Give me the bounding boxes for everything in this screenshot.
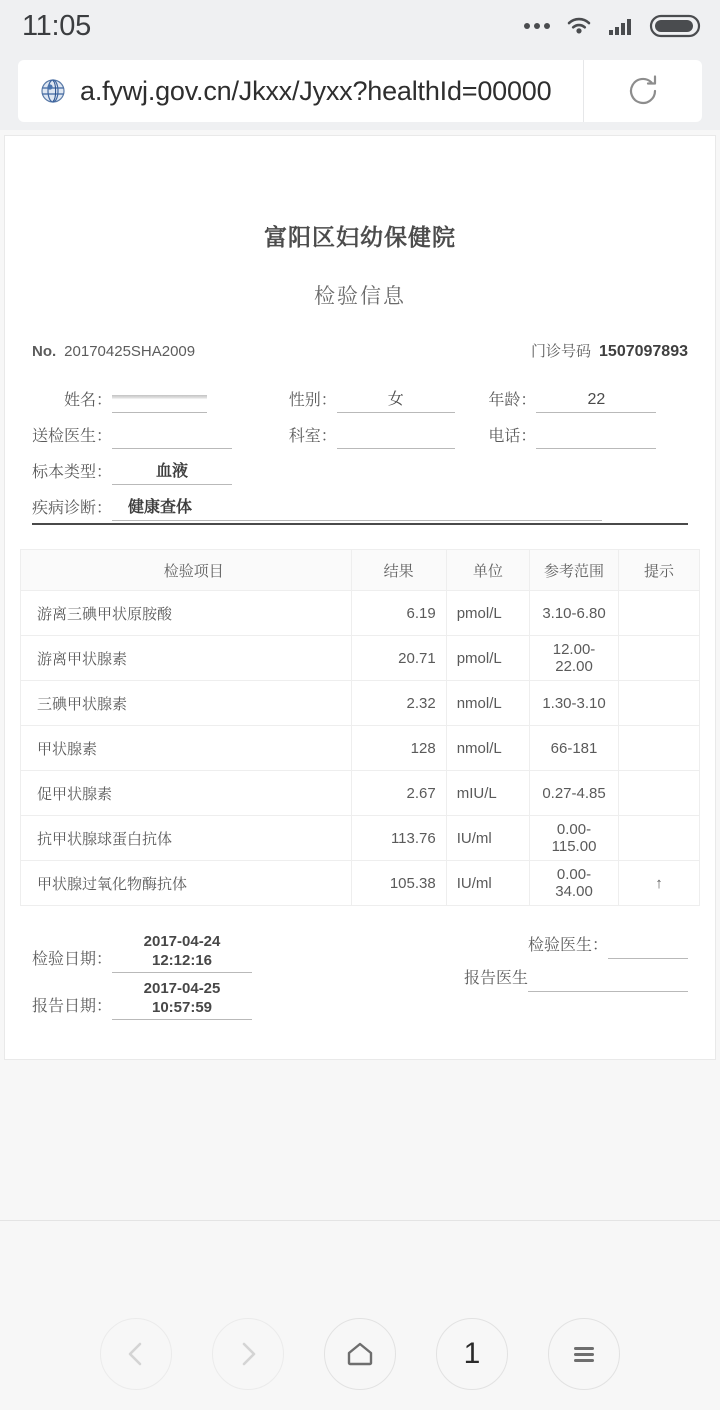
field-specimen [32, 458, 302, 485]
cell-range: 0.27-4.85 [529, 771, 618, 816]
report-footer [32, 932, 688, 1026]
th-result: 结果 [351, 550, 446, 591]
nav-divider [0, 1220, 720, 1298]
th-item: 检验项目 [21, 550, 352, 591]
field-age [488, 387, 688, 413]
cell-item: 促甲状腺素 [21, 771, 352, 816]
cell-unit: pmol/L [446, 591, 529, 636]
status-clock: 11:05 [22, 9, 91, 42]
cell-result: 2.32 [351, 681, 446, 726]
field-row-4 [32, 485, 688, 521]
report-doctor-label: 报告医生 [463, 970, 528, 987]
browser-toolbar [0, 52, 720, 130]
tabs-button[interactable] [436, 1318, 508, 1390]
sex-value: 女 [337, 386, 455, 413]
cell-item: 三碘甲状腺素 [21, 681, 352, 726]
cell-unit: mIU/L [446, 771, 529, 816]
table-header-row [21, 550, 700, 591]
outpatient-no [531, 340, 688, 361]
cell-item: 甲状腺过氧化物酶抗体 [21, 861, 352, 906]
cell-flag [619, 591, 700, 636]
report-no-label: No. [32, 343, 57, 360]
test-date-row [32, 932, 412, 973]
test-date-value: 2017-04-24 12:12:16 [112, 932, 252, 973]
report-date-value: 2017-04-25 10:57:59 [112, 979, 252, 1020]
cell-range: 12.00-22.00 [529, 636, 618, 681]
identifier-row [32, 340, 688, 361]
cell-unit: nmol/L [446, 681, 529, 726]
footer-signatures [438, 932, 688, 1026]
cell-range: 3.10-6.80 [529, 591, 618, 636]
diagnosis-value: 健康查体 [112, 494, 602, 521]
field-row-3 [32, 449, 688, 485]
url-text: a.fywj.gov.cn/Jkxx/Jyxx?healthId=00000 [80, 75, 552, 106]
tabs-count: 1 [463, 1337, 481, 1370]
status-bar [0, 0, 720, 52]
th-unit: 单位 [446, 550, 529, 591]
browser-navbar [0, 1298, 720, 1410]
outpatient-label: 门诊号码 [531, 343, 592, 360]
table-row [21, 726, 700, 771]
more-dots-icon [524, 23, 550, 29]
status-icon-group [524, 13, 702, 39]
report-date-label: 报告日期： [32, 998, 113, 1015]
field-sex [289, 386, 489, 413]
menu-button[interactable] [548, 1318, 620, 1390]
cell-range: 1.30-3.10 [529, 681, 618, 726]
table-row [21, 816, 700, 861]
sex-label: 性别： [288, 392, 337, 409]
cell-flag [619, 816, 700, 861]
th-range: 参考范围 [529, 550, 618, 591]
cell-item: 甲状腺素 [21, 726, 352, 771]
field-send-doctor [32, 423, 289, 449]
cell-item: 抗甲状腺球蛋白抗体 [21, 816, 352, 861]
cell-unit: IU/ml [446, 861, 529, 906]
name-value [112, 391, 207, 413]
report-doctor-value [528, 966, 688, 992]
report-card [4, 135, 716, 1060]
wifi-icon [564, 14, 594, 38]
footer-dates [32, 932, 412, 1026]
reload-button[interactable] [584, 60, 702, 122]
reload-icon [622, 70, 664, 112]
cell-range: 0.00-115.00 [529, 816, 618, 861]
send-doctor-value [112, 427, 232, 449]
table-row [21, 636, 700, 681]
back-button[interactable] [100, 1318, 172, 1390]
cell-item: 游离甲状腺素 [21, 636, 352, 681]
field-dept [289, 423, 489, 449]
cell-flag [619, 636, 700, 681]
cell-result: 2.67 [351, 771, 446, 816]
home-icon [344, 1338, 376, 1370]
forward-button[interactable] [212, 1318, 284, 1390]
dept-value [337, 427, 455, 449]
cell-item: 游离三碘甲状原胺酸 [21, 591, 352, 636]
age-value: 22 [536, 391, 656, 413]
field-row-1 [32, 377, 688, 413]
dept-label: 科室： [288, 428, 337, 445]
home-button[interactable] [324, 1318, 396, 1390]
url-input[interactable] [18, 60, 584, 122]
patient-fields [32, 377, 688, 521]
phone-value [536, 427, 656, 449]
field-row-2 [32, 413, 688, 449]
diagnosis-label: 疾病诊断： [32, 500, 113, 517]
test-doctor-row [438, 932, 688, 959]
report-subtitle: 检验信息 [314, 285, 406, 308]
battery-icon [650, 13, 702, 39]
hospital-name: 富阳区妇幼保健院 [264, 224, 456, 250]
table-row [21, 861, 700, 906]
url-bar[interactable] [18, 60, 702, 122]
cell-result: 105.38 [351, 861, 446, 906]
cell-result: 20.71 [351, 636, 446, 681]
phone-label: 电话： [488, 428, 537, 445]
report-date-row [32, 979, 412, 1020]
forward-icon [233, 1339, 263, 1369]
cell-flag [619, 681, 700, 726]
menu-icon [568, 1338, 600, 1370]
cell-result: 113.76 [351, 816, 446, 861]
back-icon [121, 1339, 151, 1369]
cell-flag: ↑ [619, 861, 700, 906]
field-name [32, 387, 289, 413]
outpatient-value: 1507097893 [599, 343, 688, 360]
cell-range: 66-181 [529, 726, 618, 771]
cell-unit: nmol/L [446, 726, 529, 771]
test-date-label: 检验日期： [32, 951, 113, 968]
cell-unit: IU/ml [446, 816, 529, 861]
report-no-value: 20170425SHA2009 [64, 343, 196, 360]
age-label: 年龄： [488, 392, 537, 409]
report-doctor-row [438, 965, 688, 992]
cell-flag [619, 771, 700, 816]
field-phone [488, 423, 688, 449]
results-table [20, 549, 700, 906]
cell-range: 0.00-34.00 [529, 861, 618, 906]
field-diagnosis [32, 494, 602, 521]
table-row [21, 591, 700, 636]
specimen-value: 血液 [112, 458, 232, 485]
specimen-label: 标本类型： [32, 464, 113, 481]
globe-site-icon [40, 78, 66, 104]
report-no [32, 343, 195, 360]
cell-unit: pmol/L [446, 636, 529, 681]
send-doctor-label: 送检医生： [32, 428, 113, 445]
name-label: 姓名： [64, 392, 113, 409]
test-doctor-label: 检验医生： [527, 937, 608, 954]
cell-result: 128 [351, 726, 446, 771]
table-row [21, 771, 700, 816]
section-divider [32, 523, 688, 525]
cell-flag [619, 726, 700, 771]
table-row [21, 681, 700, 726]
signal-icon [608, 14, 636, 38]
web-viewport [0, 130, 720, 1220]
th-flag: 提示 [619, 550, 700, 591]
cell-result: 6.19 [351, 591, 446, 636]
test-doctor-value [608, 933, 688, 959]
